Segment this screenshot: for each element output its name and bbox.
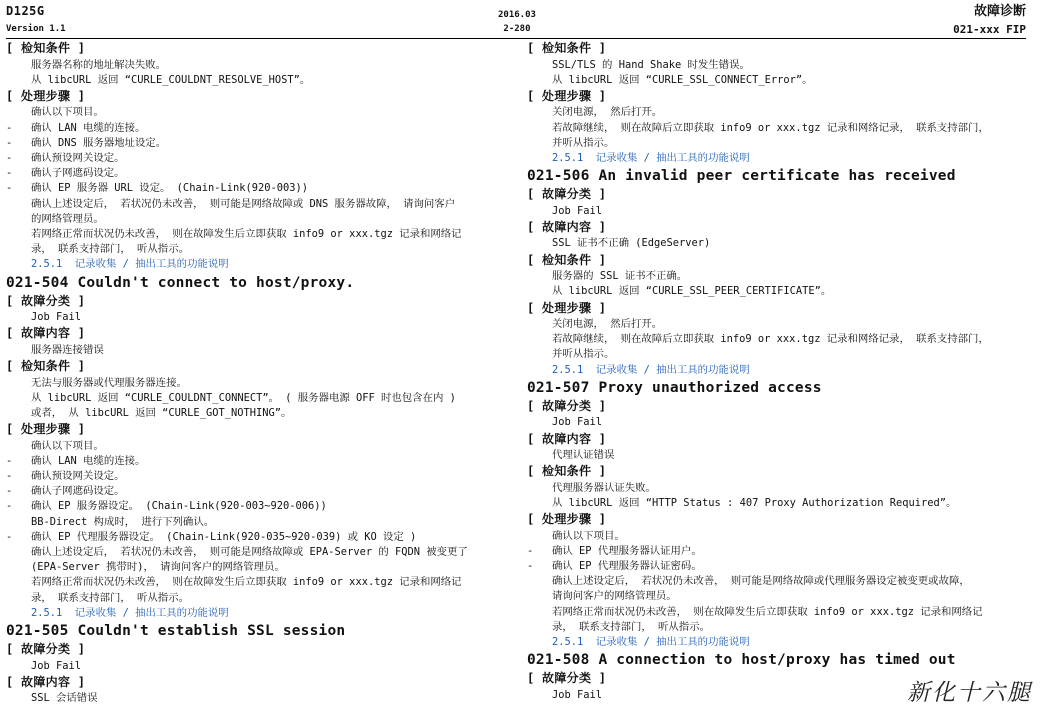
left-column (6, 40, 511, 707)
text-line: 从 libcURL 返回 “HTTP Status : 407 Proxy Authorization Required”。 (552, 496, 957, 509)
error-code-title: 021-504 Couldn't connect to host/proxy. (6, 274, 355, 291)
right-column (527, 40, 1027, 703)
text-line: 录， 联系支持部门， 听从指示。 (552, 620, 710, 633)
bullet-item: - 确认 LAN 电缆的连接。 (6, 454, 146, 467)
text-line: 从 libcURL 返回 “CURLE_SSL_CONNECT_Error”。 (552, 73, 813, 86)
chapter-title: 故障诊断 (973, 4, 1026, 19)
page-number: 2-280 (503, 24, 531, 34)
text-line: 确认以下项目。 (31, 439, 104, 452)
text-line: 若网络正常而状况仍未改善， 则在故障发生后立即获取 info9 or xxx.tgz 记录和网络记 (552, 605, 983, 618)
bullet-text: 确认子网遮码设定。 (31, 167, 125, 180)
text-line: 录， 联系支持部门， 听从指示。 (31, 243, 189, 256)
bullet-text: 确认 LAN 电缆的连接。 (31, 454, 146, 467)
bullet-item: - 确认 DNS 服务器地址设定。 (6, 136, 167, 149)
page-header-center (498, 8, 536, 36)
bullet-item: - 确认子网遮码设定。 (6, 485, 125, 498)
section-heading: [ 故障分类 ] (527, 398, 607, 413)
text-line: (EPA-Server 携带时)， 请询问客户的网络管理员。 (31, 561, 285, 574)
code-range: 021-xxx FIP (953, 23, 1026, 36)
section-heading: [ 检知条件 ] (527, 252, 607, 267)
bullet-text: 确认 EP 代理服务器设定。 (Chain-Link(920-035~920-039) 或 KO 设定 ) (31, 530, 417, 543)
bullet-text: 确认预设网关设定。 (31, 152, 125, 165)
text-line: 请询问客户的网络管理员。 (552, 590, 677, 603)
error-code-title: 021-508 A connection to host/proxy has timed out (527, 652, 956, 669)
error-code-title: 021-506 An invalid peer certificate has received (527, 168, 956, 185)
bullet-text: 确认 LAN 电缆的连接。 (31, 121, 146, 134)
text-line: SSL/TLS 的 Hand Shake 时发生错误。 (552, 58, 750, 71)
text-line: 确认以下项目。 (552, 529, 625, 542)
text-line: 若网络正常而状况仍未改善， 则在故障发生后立即获取 info9 or xxx.tgz 记录和网络记 (31, 576, 462, 589)
version-label: Version 1.1 (6, 24, 66, 34)
bullet-item: - 确认 LAN 电缆的连接。 (6, 121, 146, 134)
text-line: 或者， 从 libcURL 返回 “CURLE_GOT_NOTHING”。 (31, 406, 292, 419)
text-line: Job Fail (552, 204, 603, 217)
section-heading: [ 检知条件 ] (6, 359, 86, 374)
issue-date: 2016.03 (498, 10, 536, 20)
text-line: 若故障继续， 则在故障后立即获取 info9 or xxx.tgz 记录和网络记录， 联系支持部门， (552, 333, 989, 346)
bullet-item: - 确认 EP 服务器 URL 设定。 (Chain-Link(920-003)) (6, 182, 309, 195)
section-heading: [ 故障内容 ] (6, 674, 86, 689)
bullet-item: - 确认 EP 服务器设定。 (Chain-Link(920-003~920-006)) (6, 500, 327, 513)
bullet-item: - 确认预设网关设定。 (6, 152, 125, 165)
bullet-item: - 确认预设网关设定。 (6, 470, 125, 483)
section-heading: [ 处理步骤 ] (527, 300, 607, 315)
text-line: Job Fail (31, 659, 82, 672)
text-line: 从 libcURL 返回 “CURLE_COULDNT_CONNECT”。 ( 服务器电源 OFF 时也包含在内 ) (31, 391, 456, 404)
bullet-item: - 确认 EP 代理服务器认证密码。 (527, 560, 702, 573)
text-line: Job Fail (552, 688, 603, 701)
section-heading: [ 故障分类 ] (527, 187, 607, 202)
text-line: Job Fail (31, 311, 82, 324)
reference-link[interactable]: 2.5.1 记录收集 / 抽出工具的功能说明 (552, 636, 750, 649)
text-line: 并听从指示。 (552, 348, 615, 361)
header-rule (6, 38, 1026, 39)
section-heading: [ 处理步骤 ] (527, 512, 607, 527)
bullet-text: 确认预设网关设定。 (31, 470, 125, 483)
model-name: D125G (6, 4, 45, 18)
text-line: 确认上述设定后， 若状况仍未改善， 则可能是网络故障或 EPA-Server 的 FQDN 被变更了 (31, 546, 468, 559)
reference-link[interactable]: 2.5.1 记录收集 / 抽出工具的功能说明 (552, 363, 750, 376)
text-line: 代理服务器认证失败。 (552, 481, 656, 494)
watermark-signature: 新化十六腿 (907, 680, 1032, 706)
text-line: 关闭电源， 然后打开。 (552, 106, 663, 119)
bullet-text: 确认 EP 服务器 URL 设定。 (Chain-Link(920-003)) (31, 182, 309, 195)
section-heading: [ 故障分类 ] (6, 293, 86, 308)
text-line: Job Fail (552, 416, 603, 429)
bullet-item: - 确认子网遮码设定。 (6, 167, 125, 180)
section-heading: [ 检知条件 ] (527, 41, 607, 55)
bullet-text: 确认 EP 代理服务器认证用户。 (552, 544, 702, 557)
section-heading: [ 处理步骤 ] (527, 88, 607, 103)
text-line: 的网络管理员。 (31, 212, 104, 225)
bullet-item: - 确认 EP 代理服务器设定。 (Chain-Link(920-035~920-039) 或 KO 设定 ) (6, 530, 417, 543)
section-heading: [ 检知条件 ] (527, 464, 607, 479)
text-line: 无法与服务器或代理服务器连接。 (31, 376, 187, 389)
section-heading: [ 检知条件 ] (6, 41, 86, 55)
section-heading: [ 处理步骤 ] (6, 88, 86, 103)
section-heading: [ 故障内容 ] (527, 219, 607, 234)
text-line: BB-Direct 构成时， 进行下列确认。 (31, 515, 215, 528)
text-line: 确认以下项目。 (31, 106, 104, 119)
text-line: 关闭电源， 然后打开。 (552, 318, 663, 331)
text-line: 确认上述设定后， 若状况仍未改善， 则可能是网络故障或代理服务器设定被变更或故障， (552, 575, 970, 588)
error-code-title: 021-507 Proxy unauthorized access (527, 379, 822, 396)
text-line: 从 libcURL 返回 “CURLE_COULDNT_RESOLVE_HOST”。 (31, 73, 311, 86)
bullet-text: 确认 EP 服务器设定。 (Chain-Link(920-003~920-006)) (31, 500, 327, 513)
text-line: 服务器的 SSL 证书不正确。 (552, 270, 688, 283)
bullet-text: 确认 EP 代理服务器认证密码。 (552, 560, 702, 573)
text-line: 从 libcURL 返回 “CURLE_SSL_PEER_CERTIFICATE”。 (552, 285, 832, 298)
section-heading: [ 故障分类 ] (6, 642, 86, 657)
reference-link[interactable]: 2.5.1 记录收集 / 抽出工具的功能说明 (31, 258, 229, 271)
text-line: 若网络正常而状况仍未改善， 则在故障发生后立即获取 info9 or xxx.tgz 记录和网络记 (31, 228, 462, 241)
section-heading: [ 处理步骤 ] (6, 422, 86, 437)
section-heading: [ 故障内容 ] (527, 431, 607, 446)
text-line: 服务器名称的地址解决失败。 (31, 58, 167, 71)
text-line: SSL 会话错误 (31, 692, 98, 705)
page-header-left (6, 4, 66, 34)
section-heading: [ 故障分类 ] (527, 671, 607, 686)
reference-link[interactable]: 2.5.1 记录收集 / 抽出工具的功能说明 (31, 606, 229, 619)
bullet-text: 确认 DNS 服务器地址设定。 (31, 136, 167, 149)
bullet-item: - 确认 EP 代理服务器认证用户。 (527, 544, 702, 557)
text-line: SSL 证书不正确 (EdgeServer) (552, 237, 711, 250)
text-line: 录， 联系支持部门， 听从指示。 (31, 591, 189, 604)
text-line: 服务器连接错误 (31, 343, 104, 356)
text-line: 确认上述设定后， 若状况仍未改善， 则可能是网络故障或 DNS 服务器故障， 请询问客户 (31, 197, 456, 210)
section-heading: [ 故障内容 ] (6, 326, 86, 341)
error-code-title: 021-505 Couldn't establish SSL session (6, 623, 346, 640)
reference-link[interactable]: 2.5.1 记录收集 / 抽出工具的功能说明 (552, 152, 750, 165)
text-line: 代理认证错误 (552, 449, 615, 462)
text-line: 并听从指示。 (552, 136, 615, 149)
bullet-text: 确认子网遮码设定。 (31, 485, 125, 498)
page-header-right (953, 0, 1026, 36)
text-line: 若故障继续， 则在故障后立即获取 info9 or xxx.tgz 记录和网络记录， 联系支持部门， (552, 121, 989, 134)
